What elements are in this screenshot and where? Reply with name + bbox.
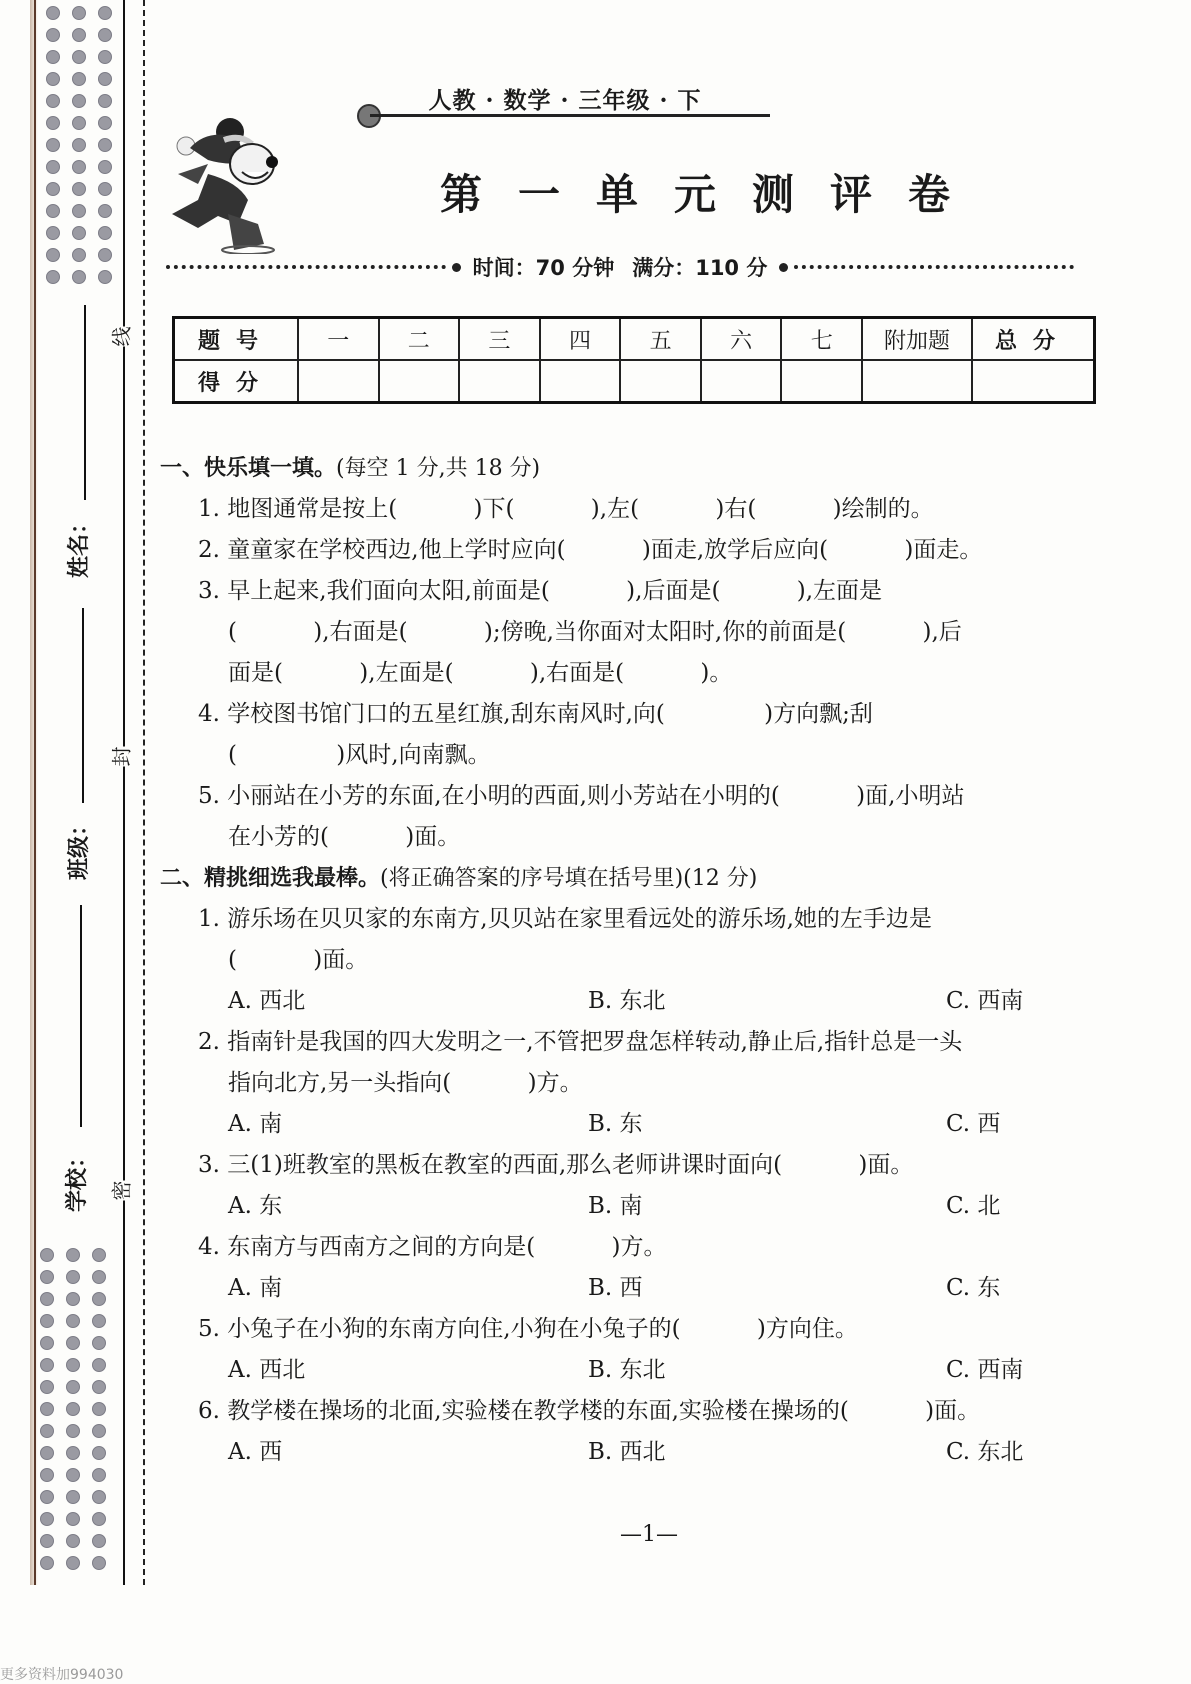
- binding-hole-icon: [98, 50, 112, 64]
- col-header: 四: [540, 318, 621, 361]
- question-2-4-options: [160, 1268, 1060, 1309]
- section-2-note: (将正确答案的序号填在括号里)(12 分): [380, 866, 758, 891]
- binding-hole-icon: [66, 1270, 80, 1284]
- binding-hole-icon: [92, 1314, 106, 1328]
- binding-hole-icon: [72, 204, 86, 218]
- option-c[interactable]: C. 西: [946, 1111, 1001, 1137]
- question-1-4-cont: ( )风时,向南飘。: [228, 742, 491, 768]
- option-a[interactable]: A. 西: [228, 1439, 283, 1465]
- question-2-1: 1. 游乐场在贝贝家的东南方,贝贝站在家里看远处的游乐场,她的左手边是: [198, 906, 932, 932]
- binding-hole-icon: [72, 248, 86, 262]
- binding-hole-icon: [66, 1380, 80, 1394]
- option-a[interactable]: A. 南: [228, 1275, 283, 1301]
- binding-hole-icon: [40, 1358, 54, 1372]
- exam-title: 第一单元测评卷: [440, 170, 987, 219]
- question-2-3: 3. 三(1)班教室的黑板在教室的西面,那么老师讲课时面向( )面。: [198, 1152, 914, 1178]
- binding-hole-icon: [46, 270, 60, 284]
- option-a[interactable]: A. 东: [228, 1193, 283, 1219]
- binding-hole-icon: [98, 116, 112, 130]
- section-1-note: (每空 1 分,共 18 分): [336, 456, 541, 481]
- school-blank-line[interactable]: [80, 905, 82, 1127]
- binding-hole-icon: [46, 204, 60, 218]
- question-2-6-options: [160, 1432, 1060, 1473]
- option-c[interactable]: C. 西南: [946, 988, 1024, 1014]
- binding-hole-icon: [92, 1468, 106, 1482]
- binding-hole-icon: [98, 270, 112, 284]
- row-head-question: 题号: [174, 318, 298, 361]
- binding-hole-icon: [66, 1534, 80, 1548]
- binding-hole-icon: [46, 50, 60, 64]
- col-header: 三: [459, 318, 540, 361]
- section-1-title: 一、快乐填一填。: [160, 456, 337, 481]
- score-cell[interactable]: [701, 360, 782, 403]
- binding-hole-icon: [40, 1380, 54, 1394]
- binding-hole-icon: [40, 1534, 54, 1548]
- score-cell[interactable]: [972, 360, 1095, 403]
- seal-char-line: 线: [104, 327, 137, 347]
- binding-hole-icon: [40, 1314, 54, 1328]
- binding-hole-icon: [66, 1292, 80, 1306]
- binding-hole-icon: [46, 94, 60, 108]
- binding-hole-icon: [46, 116, 60, 130]
- col-header: 二: [379, 318, 460, 361]
- option-b[interactable]: B. 东北: [588, 1357, 666, 1383]
- binding-hole-icon: [92, 1380, 106, 1394]
- binding-hole-icon: [46, 160, 60, 174]
- binding-hole-icon: [66, 1490, 80, 1504]
- question-2-3-options: [160, 1186, 1060, 1227]
- binding-hole-icon: [92, 1424, 106, 1438]
- time-limit: 时间：70 分钟: [472, 256, 615, 280]
- name-label: 姓名：: [67, 511, 92, 578]
- seal-char-secret: 密: [104, 1181, 137, 1201]
- score-cell[interactable]: [540, 360, 621, 403]
- header-rule: [370, 114, 770, 117]
- binding-hole-icon: [92, 1534, 106, 1548]
- row-head-score: 得分: [174, 360, 298, 403]
- score-cell[interactable]: [862, 360, 972, 403]
- binding-hole-icon: [92, 1270, 106, 1284]
- binding-hole-icon: [46, 182, 60, 196]
- binding-hole-icon: [40, 1270, 54, 1284]
- score-cell[interactable]: [298, 360, 379, 403]
- option-b[interactable]: B. 东: [588, 1111, 643, 1137]
- binding-hole-icon: [92, 1446, 106, 1460]
- section-2-heading: [160, 858, 1060, 899]
- binding-hole-icon: [40, 1512, 54, 1526]
- binding-hole-icon: [72, 226, 86, 240]
- binding-hole-icon: [66, 1314, 80, 1328]
- binding-hole-icon: [92, 1512, 106, 1526]
- question-2-2: 2. 指南针是我国的四大发明之一,不管把罗盘怎样转动,静止后,指针总是一头: [198, 1029, 963, 1055]
- col-header-bonus: 附加题: [862, 318, 972, 361]
- option-a[interactable]: A. 西北: [228, 988, 306, 1014]
- question-1-3-cont: ( ),右面是( );傍晚,当你面对太阳时,你的前面是( ),后: [228, 619, 962, 645]
- mascot-skater-icon: [168, 104, 318, 254]
- binding-hole-icon: [40, 1336, 54, 1350]
- binding-hole-icon: [92, 1490, 106, 1504]
- question-2-2-options: [160, 1104, 1060, 1145]
- binding-hole-icon: [40, 1468, 54, 1482]
- binding-hole-icon: [66, 1336, 80, 1350]
- option-a[interactable]: A. 西北: [228, 1357, 306, 1383]
- seal-char-seal: 封: [104, 747, 137, 767]
- question-2-1-cont: ( )面。: [228, 947, 369, 973]
- question-2-6: 6. 教学楼在操场的北面,实验楼在教学楼的东面,实验楼在操场的( )面。: [198, 1398, 981, 1424]
- score-cell[interactable]: [781, 360, 862, 403]
- binding-hole-icon: [72, 50, 86, 64]
- binding-hole-icon: [66, 1556, 80, 1570]
- score-cell[interactable]: [379, 360, 460, 403]
- binding-hole-icon: [92, 1556, 106, 1570]
- binding-hole-icon: [66, 1468, 80, 1482]
- score-cell[interactable]: [459, 360, 540, 403]
- option-b[interactable]: B. 西: [588, 1275, 643, 1301]
- binding-hole-icon: [66, 1248, 80, 1262]
- rule-cap-icon: [452, 263, 461, 272]
- subject-line: 人教 · 数学 · 三年级 · 下: [428, 87, 702, 114]
- binding-hole-icon: [72, 116, 86, 130]
- exam-meta: [160, 252, 1080, 282]
- binding-hole-icon: [66, 1424, 80, 1438]
- binding-hole-icon: [98, 160, 112, 174]
- exam-content: [160, 448, 1060, 1473]
- option-b[interactable]: B. 南: [588, 1193, 643, 1219]
- binding-hole-icon: [72, 6, 86, 20]
- option-c[interactable]: C. 北: [946, 1193, 1001, 1219]
- binding-hole-icon: [46, 72, 60, 86]
- binding-hole-icon: [66, 1402, 80, 1416]
- binding-hole-icon: [98, 28, 112, 42]
- binding-hole-icon: [46, 226, 60, 240]
- binding-hole-icon: [40, 1490, 54, 1504]
- binding-holes-top: [46, 6, 112, 284]
- binding-hole-icon: [46, 248, 60, 262]
- page-number: —1—: [620, 1522, 678, 1547]
- binding-hole-icon: [72, 94, 86, 108]
- col-header: 七: [781, 318, 862, 361]
- binding-hole-icon: [46, 28, 60, 42]
- option-c[interactable]: C. 东: [946, 1275, 1001, 1301]
- binding-hole-icon: [72, 28, 86, 42]
- binding-hole-icon: [40, 1424, 54, 1438]
- col-header: 五: [620, 318, 701, 361]
- page-edge: [34, 0, 36, 1585]
- binding-hole-icon: [98, 204, 112, 218]
- question-1-3-cont: 面是( ),左面是( ),右面是( )。: [228, 660, 733, 686]
- score-table: [172, 316, 1096, 404]
- question-2-1-options: [160, 981, 1060, 1022]
- question-2-5: 5. 小兔子在小狗的东南方向住,小狗在小兔子的( )方向住。: [198, 1316, 858, 1342]
- option-c[interactable]: C. 西南: [946, 1357, 1024, 1383]
- binding-hole-icon: [40, 1248, 54, 1262]
- binding-hole-icon: [46, 138, 60, 152]
- question-1-4: 4. 学校图书馆门口的五星红旗,刮东南风时,向( )方向飘;刮: [198, 701, 873, 727]
- col-header-total: 总分: [972, 318, 1095, 361]
- cut-dashed-line: [143, 0, 145, 1585]
- binding-hole-icon: [98, 138, 112, 152]
- binding-hole-icon: [98, 248, 112, 262]
- option-b[interactable]: B. 东北: [588, 988, 666, 1014]
- question-2-4: 4. 东南方与西南方之间的方向是( )方。: [198, 1234, 667, 1260]
- binding-hole-icon: [92, 1402, 106, 1416]
- binding-hole-icon: [72, 72, 86, 86]
- score-table-header-row: [174, 318, 1095, 361]
- question-1-5-cont: 在小芳的( )面。: [228, 824, 461, 850]
- binding-hole-icon: [92, 1336, 106, 1350]
- col-header: 六: [701, 318, 782, 361]
- question-1-2: 2. 童童家在学校西边,他上学时应向( )面走,放学后应向( )面走。: [198, 537, 983, 563]
- binding-hole-icon: [66, 1512, 80, 1526]
- option-c[interactable]: C. 东北: [946, 1439, 1024, 1465]
- section-2-title: 二、精挑细选我最棒。: [160, 866, 381, 891]
- score-cell[interactable]: [620, 360, 701, 403]
- footer-watermark: 更多资料加994030: [0, 1667, 124, 1683]
- dotted-rule-right: [794, 265, 1074, 269]
- score-table-score-row: [174, 360, 1095, 403]
- name-blank-line[interactable]: [84, 305, 86, 500]
- binding-hole-icon: [72, 182, 86, 196]
- binding-hole-icon: [40, 1292, 54, 1306]
- col-header: 一: [298, 318, 379, 361]
- binding-hole-icon: [66, 1446, 80, 1460]
- question-1-3: 3. 早上起来,我们面向太阳,前面是( ),后面是( ),左面是: [198, 578, 883, 604]
- binding-hole-icon: [92, 1358, 106, 1372]
- binding-hole-icon: [40, 1556, 54, 1570]
- question-1-5: 5. 小丽站在小芳的东面,在小明的西面,则小芳站在小明的( )面,小明站: [198, 783, 965, 809]
- exam-meta-text: [461, 252, 780, 282]
- binding-solid-line: [123, 0, 125, 1585]
- question-2-2-cont: 指向北方,另一头指向( )方。: [228, 1070, 583, 1096]
- binding-hole-icon: [72, 138, 86, 152]
- dotted-rule-left: [166, 265, 446, 269]
- rule-cap-icon: [779, 263, 788, 272]
- binding-hole-icon: [46, 6, 60, 20]
- question-2-5-options: [160, 1350, 1060, 1391]
- option-a[interactable]: A. 南: [228, 1111, 283, 1137]
- binding-hole-icon: [40, 1446, 54, 1460]
- binding-hole-icon: [72, 270, 86, 284]
- binding-hole-icon: [98, 94, 112, 108]
- binding-hole-icon: [40, 1402, 54, 1416]
- section-1-heading: [160, 448, 1060, 489]
- class-label: 班级：: [67, 813, 92, 880]
- binding-hole-icon: [66, 1358, 80, 1372]
- binding-hole-icon: [92, 1248, 106, 1262]
- school-label: 学校：: [65, 1145, 90, 1212]
- option-b[interactable]: B. 西北: [588, 1439, 666, 1465]
- binding-hole-icon: [98, 226, 112, 240]
- full-score: 满分：110 分: [632, 256, 768, 280]
- question-1-1: 1. 地图通常是按上( )下( ),左( )右( )绘制的。: [198, 496, 934, 522]
- binding-hole-icon: [72, 160, 86, 174]
- binding-hole-icon: [98, 72, 112, 86]
- binding-hole-icon: [98, 6, 112, 20]
- binding-hole-icon: [98, 182, 112, 196]
- class-blank-line[interactable]: [82, 608, 84, 803]
- binding-hole-icon: [92, 1292, 106, 1306]
- binding-holes-bottom: [40, 1248, 106, 1570]
